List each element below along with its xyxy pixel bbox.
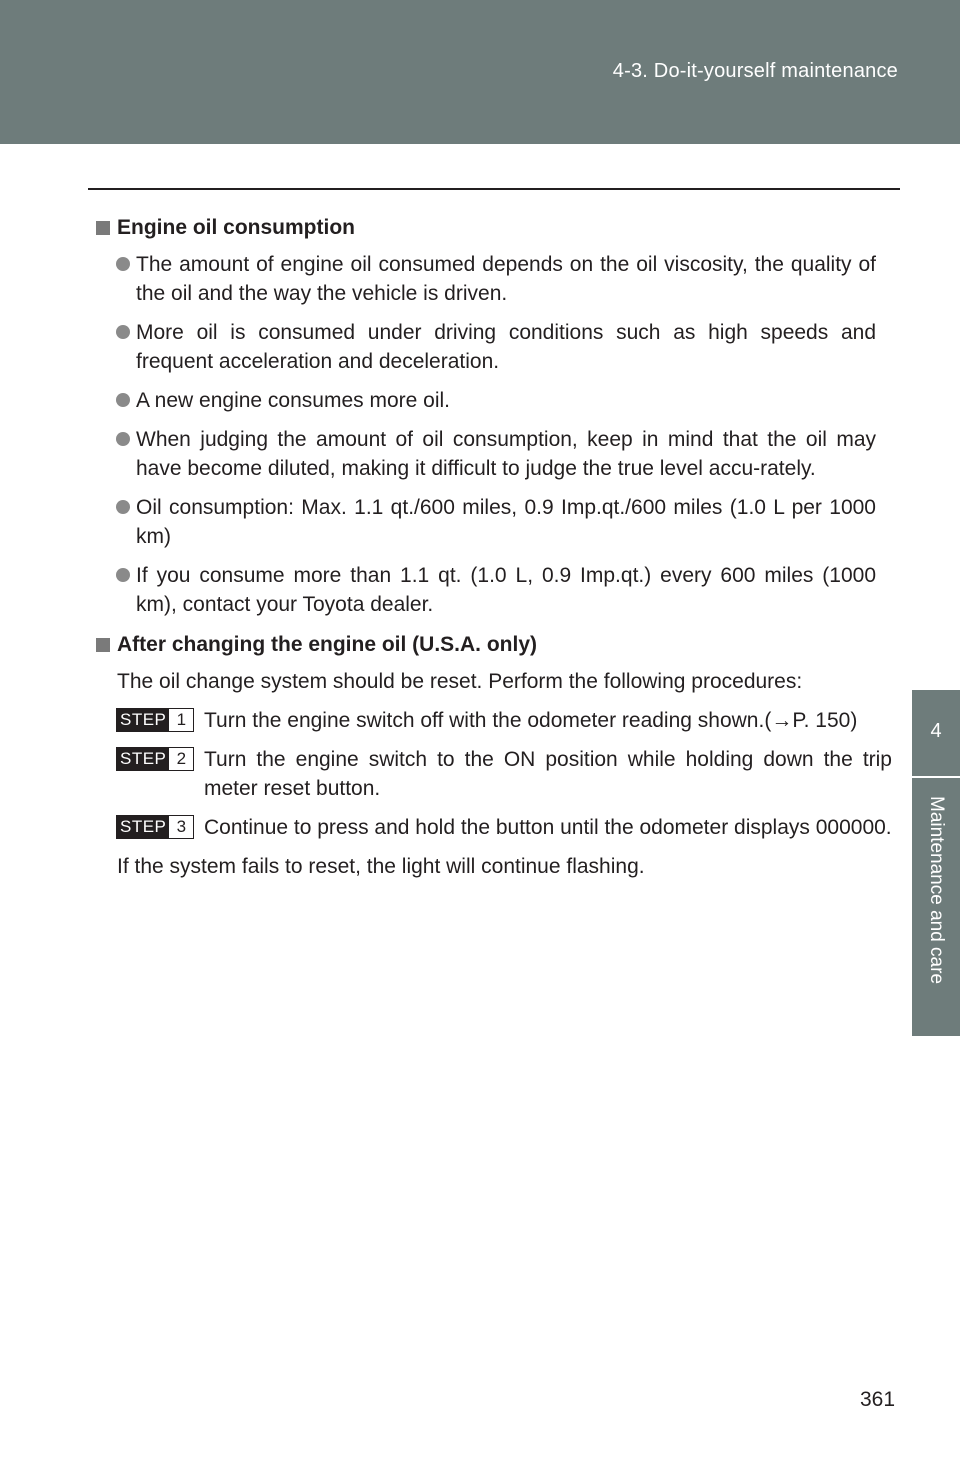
- list-item: When judging the amount of oil consumption, keep in mind that the oil may have become diluted, making it difficult to judge the true level accu-rately.: [96, 425, 892, 483]
- circle-bullet-icon: [116, 257, 130, 271]
- circle-bullet-icon: [116, 393, 130, 407]
- chapter-title: 4-3. Do-it-yourself maintenance: [612, 60, 898, 82]
- chapter-label: Maintenance and care: [926, 796, 947, 985]
- list-item: If you consume more than 1.1 qt. (1.0 L, 0.9 Imp.qt.) every 600 miles (1000 km), contact your Toyota dealer.: [96, 561, 892, 619]
- section-heading: After changing the engine oil (U.S.A. only): [96, 629, 892, 661]
- circle-bullet-icon: [116, 568, 130, 582]
- chapter-side-tab: [912, 690, 960, 1036]
- square-bullet-icon: [96, 221, 110, 235]
- list-item: A new engine consumes more oil.: [96, 386, 892, 415]
- step-item: [96, 706, 892, 735]
- page-header: [0, 0, 960, 144]
- tab-divider: [912, 776, 960, 778]
- chapter-number: 4: [930, 720, 942, 742]
- section-engine-oil-consumption: [96, 212, 892, 619]
- list-item: Oil consumption: Max. 1.1 qt./600 miles, 0.9 Imp.qt./600 miles (1.0 L per 1000 km): [96, 493, 892, 551]
- list-item: The amount of engine oil consumed depends on the oil viscosity, the quality of the oil and the way the vehicle is driven.: [96, 250, 892, 308]
- step-item: [96, 745, 892, 803]
- page-number: 361: [860, 1388, 896, 1411]
- step-text: Continue to press and hold the button until the odometer displays 000000.: [204, 816, 892, 839]
- step-text: Turn the engine switch to the ON position while holding down the trip meter reset button.: [204, 748, 892, 800]
- circle-bullet-icon: [116, 432, 130, 446]
- intro-paragraph: The oil change system should be reset. Perform the following procedures:: [117, 670, 803, 693]
- page-content: [96, 212, 892, 891]
- step-badge: STEP 2: [116, 747, 194, 771]
- step-badge: STEP 1: [116, 708, 194, 732]
- circle-bullet-icon: [116, 500, 130, 514]
- section-after-oil-change: [96, 629, 892, 881]
- list-item: More oil is consumed under driving conditions such as high speeds and frequent acceleration and deceleration.: [96, 318, 892, 376]
- step-text: Turn the engine switch off with the odometer reading shown.(→P. 150): [204, 709, 858, 732]
- top-rule: [88, 188, 900, 190]
- outro-paragraph: If the system fails to reset, the light will continue flashing.: [117, 855, 645, 878]
- section-heading: Engine oil consumption: [96, 212, 892, 244]
- step-item: [96, 813, 892, 842]
- circle-bullet-icon: [116, 325, 130, 339]
- square-bullet-icon: [96, 638, 110, 652]
- step-badge: STEP 3: [116, 815, 194, 839]
